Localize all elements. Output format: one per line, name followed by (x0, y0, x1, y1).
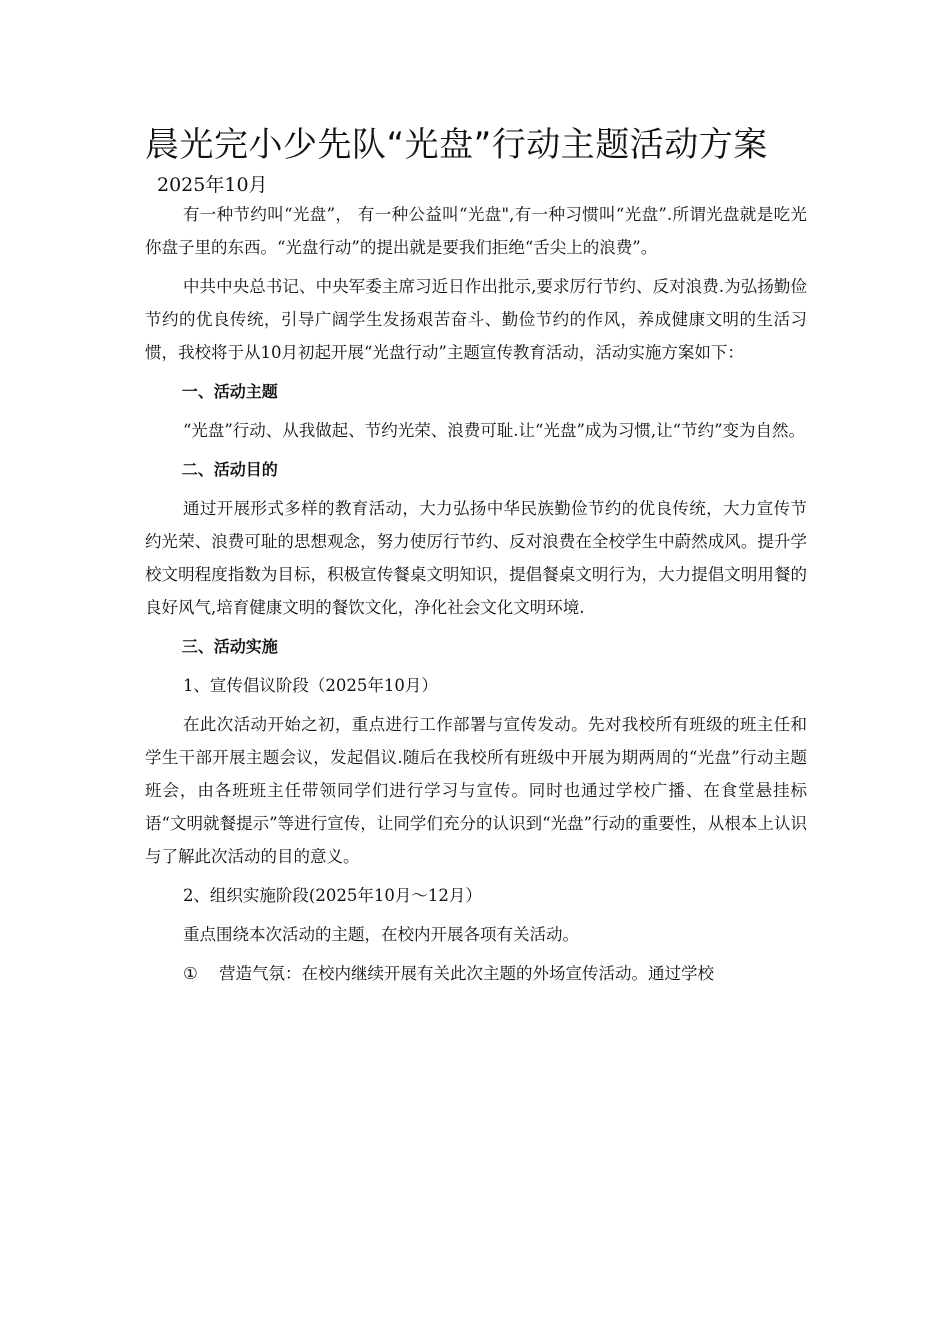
stage-two-paragraph: 重点围绕本次活动的主题，在校内开展各项有关活动。 (182, 925, 579, 944)
list-item-marker: ① (182, 964, 198, 983)
theme-paragraph: “光盘”行动、从我做起、节约光荣、浪费可耻.让“光盘”成为习惯,让“节约”变为自然。 (182, 421, 806, 440)
list-item-text: 营造气氛：在校内继续开展有关此次主题的外场宣传活动。通过学校 (218, 964, 714, 983)
section-heading-implementation: 三、活动实施 (181, 637, 278, 656)
document-title: 晨光完小少先队“光盘”行动主题活动方案 (145, 125, 768, 165)
document-page (145, 120, 807, 990)
stage-one-title: 1、宣传倡议阶段（2025年10月） (182, 676, 438, 695)
purpose-paragraph: 通过开展形式多样的教育活动，大力弘扬中华民族勤俭节约的优良传统，大力宣传节约光荣、浪费可耻的思想观念，努力使厉行节约、反对浪费在全校学生中蔚然成风。提升学校文明程度指数为目标，积极宣传餐桌文明知识，提倡餐桌文明行为，大力提倡文明用餐的良好风气,培育健康文明的餐饮文化，净化社会文化文明环境. (145, 499, 807, 617)
document-date: 2025年10月 (157, 174, 268, 196)
stage-one-paragraph: 在此次活动开始之初，重点进行工作部署与宣传发动。先对我校所有班级的班主任和学生干部开展主题会议，发起倡议.随后在我校所有班级中开展为期两周的“光盘”行动主题班会，由各班班主任带领同学们进行学习与宣传。同时也通过学校广播、在食堂悬挂标语“文明就餐提示”等进行宣传，让同学们充分的认识到“光盘”行动的重要性，从根本上认识与了解此次活动的目的意义。 (145, 715, 807, 866)
section-heading-theme: 一、活动主题 (181, 382, 278, 401)
section-heading-purpose: 二、活动目的 (181, 460, 278, 479)
background-paragraph: 中共中央总书记、中央军委主席习近日作出批示,要求厉行节约、反对浪费.为弘扬勤俭节约的优良传统，引导广阔学生发扬艰苦奋斗、勤俭节约的作风，养成健康文明的生活习惯，我校将于从10月初起开展“光盘行动”主题宣传教育活动，活动实施方案如下： (145, 277, 807, 362)
list-item (145, 957, 807, 990)
stage-two-title: 2、组织实施阶段(2025年10月～12月） (182, 886, 482, 905)
intro-paragraph: 有一种节约叫“光盘”， 有一种公益叫“光盘",有一种习惯叫“光盘”.所谓光盘就是吃光你盘子里的东西。“光盘行动”的提出就是要我们拒绝“舌尖上的浪费”。 (145, 205, 807, 257)
